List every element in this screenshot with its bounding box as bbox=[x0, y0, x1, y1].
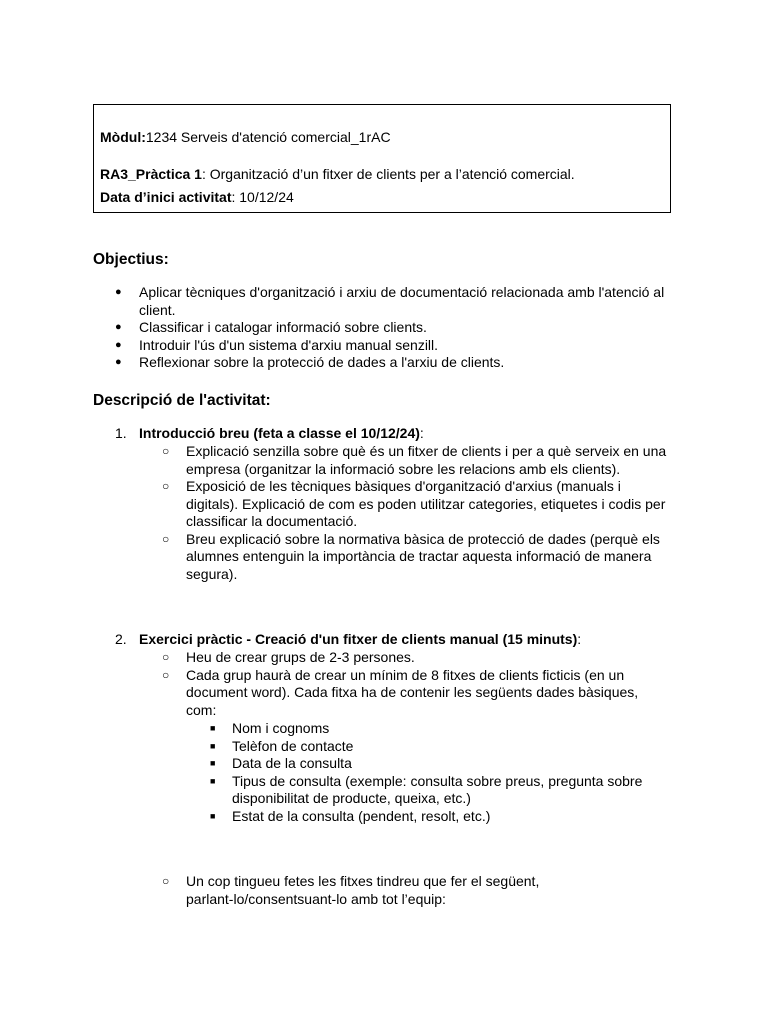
list-item: ■ Estat de la consulta (pendent, resolt, etc.) bbox=[208, 808, 658, 826]
list-item: ■ Nom i cognoms bbox=[208, 720, 658, 738]
list-item: ■ Data de la consulta bbox=[208, 755, 658, 773]
step-2-list-continued bbox=[162, 873, 562, 908]
modul-line bbox=[100, 129, 391, 147]
step-1-title-text: Introducció breu (feta a classe el 10/12/24) bbox=[139, 425, 420, 441]
step-2-number: 2. bbox=[115, 631, 127, 647]
step-2-suffix: : bbox=[577, 631, 582, 647]
descripcio-heading: Descripció de l'activitat: bbox=[93, 392, 271, 409]
data-line bbox=[100, 189, 294, 207]
list-item: ■ Tipus de consulta (exemple: consulta sobre preus, pregunta sobre disponibilitat de producte, queixa, etc.) bbox=[208, 773, 658, 808]
list-item: ○ Un cop tingueu fetes les fitxes tindreu que fer el següent, parlant-lo/consentsuant-lo amb tot l’equip: bbox=[162, 873, 562, 908]
practica-line bbox=[100, 166, 575, 184]
list-item: ○ Explicació senzilla sobre què és un fitxer de clients i per a què serveix en una empresa (organitzar la informació sobre les relacions amb els clients). bbox=[162, 443, 672, 478]
data-value: : 10/12/24 bbox=[231, 189, 294, 205]
step-1-list bbox=[162, 443, 672, 583]
step-1-suffix: : bbox=[419, 425, 424, 441]
objectius-list bbox=[115, 284, 675, 372]
header-box bbox=[93, 104, 671, 213]
step-2-title bbox=[115, 631, 581, 649]
step-1-number: 1. bbox=[115, 425, 127, 441]
step-1-title bbox=[115, 425, 424, 443]
list-item: ○ Breu explicació sobre la normativa bàsica de protecció de dades (perquè els alumnes entenguin la importància de tractar aquesta informació de manera segura). bbox=[162, 531, 672, 584]
list-item: ○ Heu de crear grups de 2-3 persones. bbox=[162, 649, 662, 667]
list-item: ● Introduir l'ús d'un sistema d'arxiu manual senzill. bbox=[115, 337, 675, 355]
list-item: ○ Exposició de les tècniques bàsiques d'organització d'arxius (manuals i digitals). Explicació de com es poden utilitzar categories, etiquetes i codis per classificar la documentació. bbox=[162, 478, 672, 531]
list-item: ● Classificar i catalogar informació sobre clients. bbox=[115, 319, 675, 337]
fields-list bbox=[208, 720, 658, 825]
practica-label: RA3_Pràctica 1 bbox=[100, 166, 202, 182]
practica-value: : Organització d’un fitxer de clients per a l’atenció comercial. bbox=[201, 166, 575, 182]
list-item: ● Aplicar tècniques d'organització i arxiu de documentació relacionada amb l'atenció al client. bbox=[115, 284, 675, 319]
list-item: ○ Cada grup haurà de crear un mínim de 8 fitxes de clients ficticis (en un document word). Cada fitxa ha de contenir les següents dades bàsiques, com: bbox=[162, 667, 662, 720]
modul-value: 1234 Serveis d'atenció comercial_1rAC bbox=[145, 129, 391, 145]
data-label: Data d’inici activitat bbox=[100, 189, 232, 205]
objectius-heading: Objectius: bbox=[93, 251, 169, 268]
list-item: ■ Telèfon de contacte bbox=[208, 738, 658, 756]
modul-label: Mòdul: bbox=[100, 129, 146, 145]
step-2-list bbox=[162, 649, 662, 719]
list-item: ● Reflexionar sobre la protecció de dades a l'arxiu de clients. bbox=[115, 354, 675, 372]
step-2-title-text: Exercici pràctic - Creació d'un fitxer de clients manual (15 minuts) bbox=[139, 631, 578, 647]
